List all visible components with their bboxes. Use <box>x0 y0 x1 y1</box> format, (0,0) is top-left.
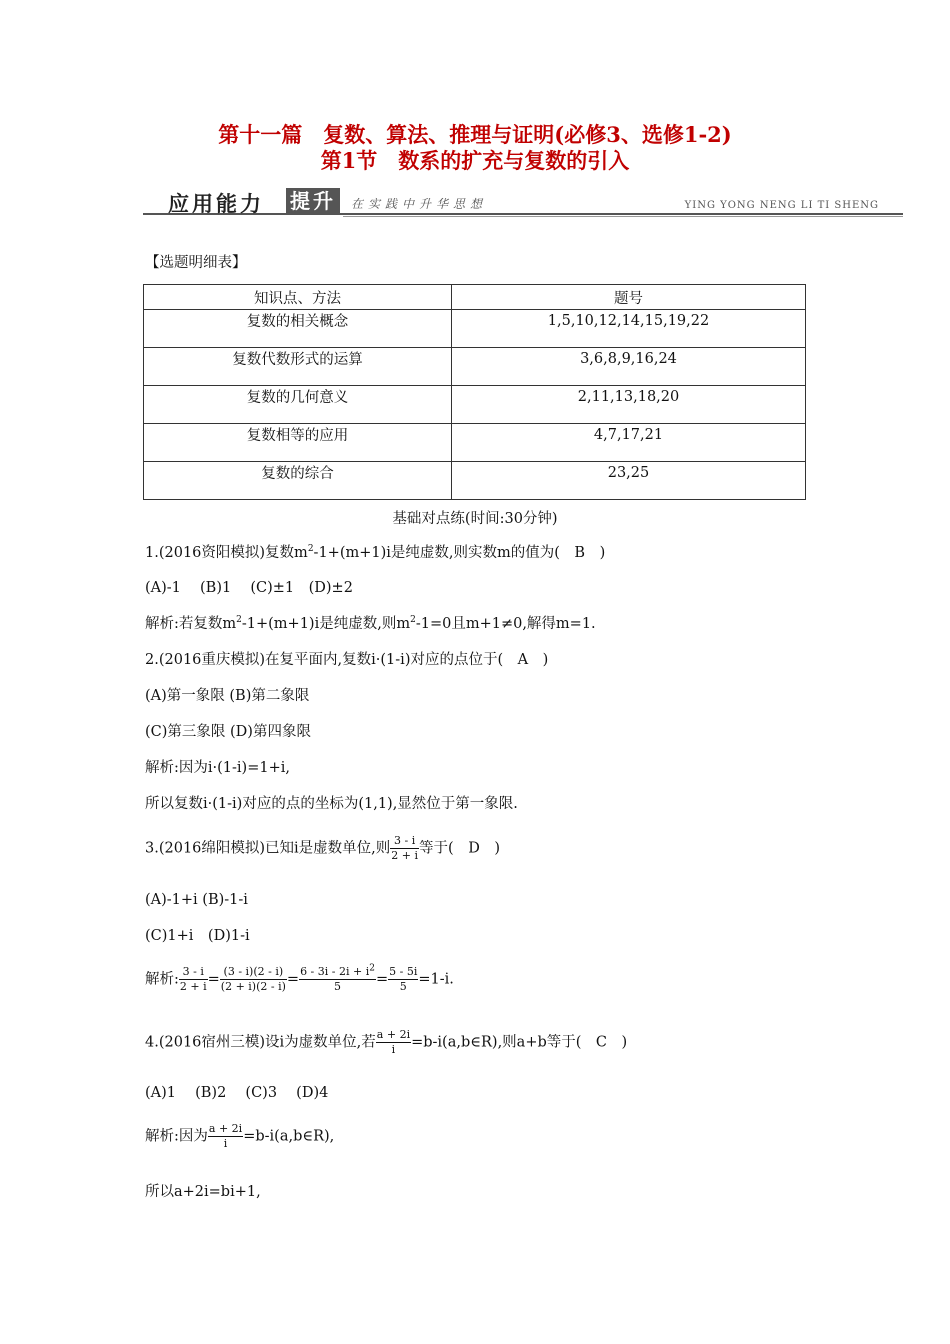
banner-highlight: 提升 <box>286 188 340 215</box>
question-2-options: (A)第一象限 (B)第二象限 <box>145 688 310 704</box>
question-4-stem: 4.(2016宿州三模)设i为虚数单位,若 $\frac{a + 2i}{i}$ =b-i(a,b∈R),则a+b等于( C ) <box>145 1028 628 1056</box>
question-1-solution: 解析:若复数$m^2-1+(m+1)i$是纯虚数,则$m^2-1=0$且m+1≠0,解得m=1. <box>145 615 596 632</box>
question-3-options: (C)1+i (D)1-i <box>145 928 250 944</box>
banner-slogan: 在实践中升华思想 <box>351 197 488 211</box>
table-row <box>144 424 806 462</box>
chapter-title: 第十一篇 复数、算法、推理与证明(必修3、选修1-2) <box>218 122 732 147</box>
section-banner <box>143 188 903 218</box>
question-2-solution: 解析:因为i·(1-i)=1+i, <box>145 760 290 776</box>
banner-rule-thin <box>343 216 903 217</box>
table-cell: 2,11,13,18,20 <box>577 388 680 405</box>
table-row <box>144 386 806 424</box>
table-cell: 3,6,8,9,16,24 <box>580 350 677 367</box>
question-4-solution: 解析:因为 $\frac{a + 2i}{i}$ =b-i(a,b∈R), <box>145 1122 335 1150</box>
table-row <box>144 348 806 386</box>
table-row <box>144 310 806 348</box>
table-cell: 复数的综合 <box>261 466 334 482</box>
table-cell: 复数的几何意义 <box>246 390 349 406</box>
table-row <box>144 462 806 500</box>
banner-title: 应用能力 <box>168 192 264 216</box>
banner-pinyin: YING YONG NENG LI TI SHENG <box>684 200 879 211</box>
table-caption: 【选题明细表】 <box>145 255 247 271</box>
table-header: 知识点、方法 <box>144 285 452 310</box>
fraction: $\frac{5 - 5i}{5}$ <box>389 965 418 993</box>
fraction: $\frac{(3 - i)(2 - i)}{(2 + i)(2 - i)}$ <box>220 965 286 993</box>
fraction: $\frac{a + 2i}{i}$ <box>376 1028 411 1056</box>
section-title: 第1节 数系的扩充与复数的引入 <box>320 148 630 173</box>
question-2-options: (C)第三象限 (D)第四象限 <box>145 724 311 740</box>
question-2-stem: 2.(2016重庆模拟)在复平面内,复数i·(1-i)对应的点位于( A ) <box>145 652 549 668</box>
question-3-options: (A)-1+i (B)-1-i <box>145 892 248 908</box>
topic-table <box>143 284 806 500</box>
table-cell: 1,5,10,12,14,15,19,22 <box>547 312 710 329</box>
question-4-solution: 所以a+2i=bi+1, <box>145 1184 261 1200</box>
table-cell: 复数代数形式的运算 <box>232 352 363 368</box>
question-1-stem: 1.(2016资阳模拟)复数$m^2-1+(m+1)i$是纯虚数,则实数m的值为( B ) <box>145 544 606 561</box>
question-2-solution: 所以复数i·(1-i)对应的点的坐标为(1,1),显然位于第一象限. <box>145 796 518 812</box>
question-1-options: (A)-1 (B)1 (C)±1 (D)±2 <box>145 580 353 596</box>
fraction: $\frac{3 - i}{2 + i}$ <box>179 965 207 993</box>
table-header-row <box>144 285 806 310</box>
table-cell: 4,7,17,21 <box>593 426 664 443</box>
practice-header: 基础对点练(时间:30分钟) <box>392 511 558 527</box>
question-3-stem: 3.(2016绵阳模拟)已知i是虚数单位,则 $\frac{3 - i}{2 + i}$ 等于( D ) <box>145 834 500 862</box>
question-4-options: (A)1 (B)2 (C)3 (D)4 <box>145 1085 329 1101</box>
fraction: $\frac{6 - 3i - 2i + i^2}{5}$ <box>300 963 375 993</box>
table-cell: 23,25 <box>607 464 650 481</box>
fraction: $\frac{a + 2i}{i}$ <box>208 1122 243 1150</box>
fraction: $\frac{3 - i}{2 + i}$ <box>391 834 419 862</box>
table-header: 题号 <box>452 285 806 310</box>
question-3-solution: 解析: $\frac{3 - i}{2 + i}$ = $\frac{(3 - i)(2 - i)}{(2 + i)(2 - i)}$ = $\frac{6 - 3i - 2i + i^2}{5}$ = $\frac{5 - 5i}{5}$ =1-i. <box>145 963 454 993</box>
table-cell: 复数相等的应用 <box>246 428 349 444</box>
table-cell: 复数的相关概念 <box>246 314 349 330</box>
